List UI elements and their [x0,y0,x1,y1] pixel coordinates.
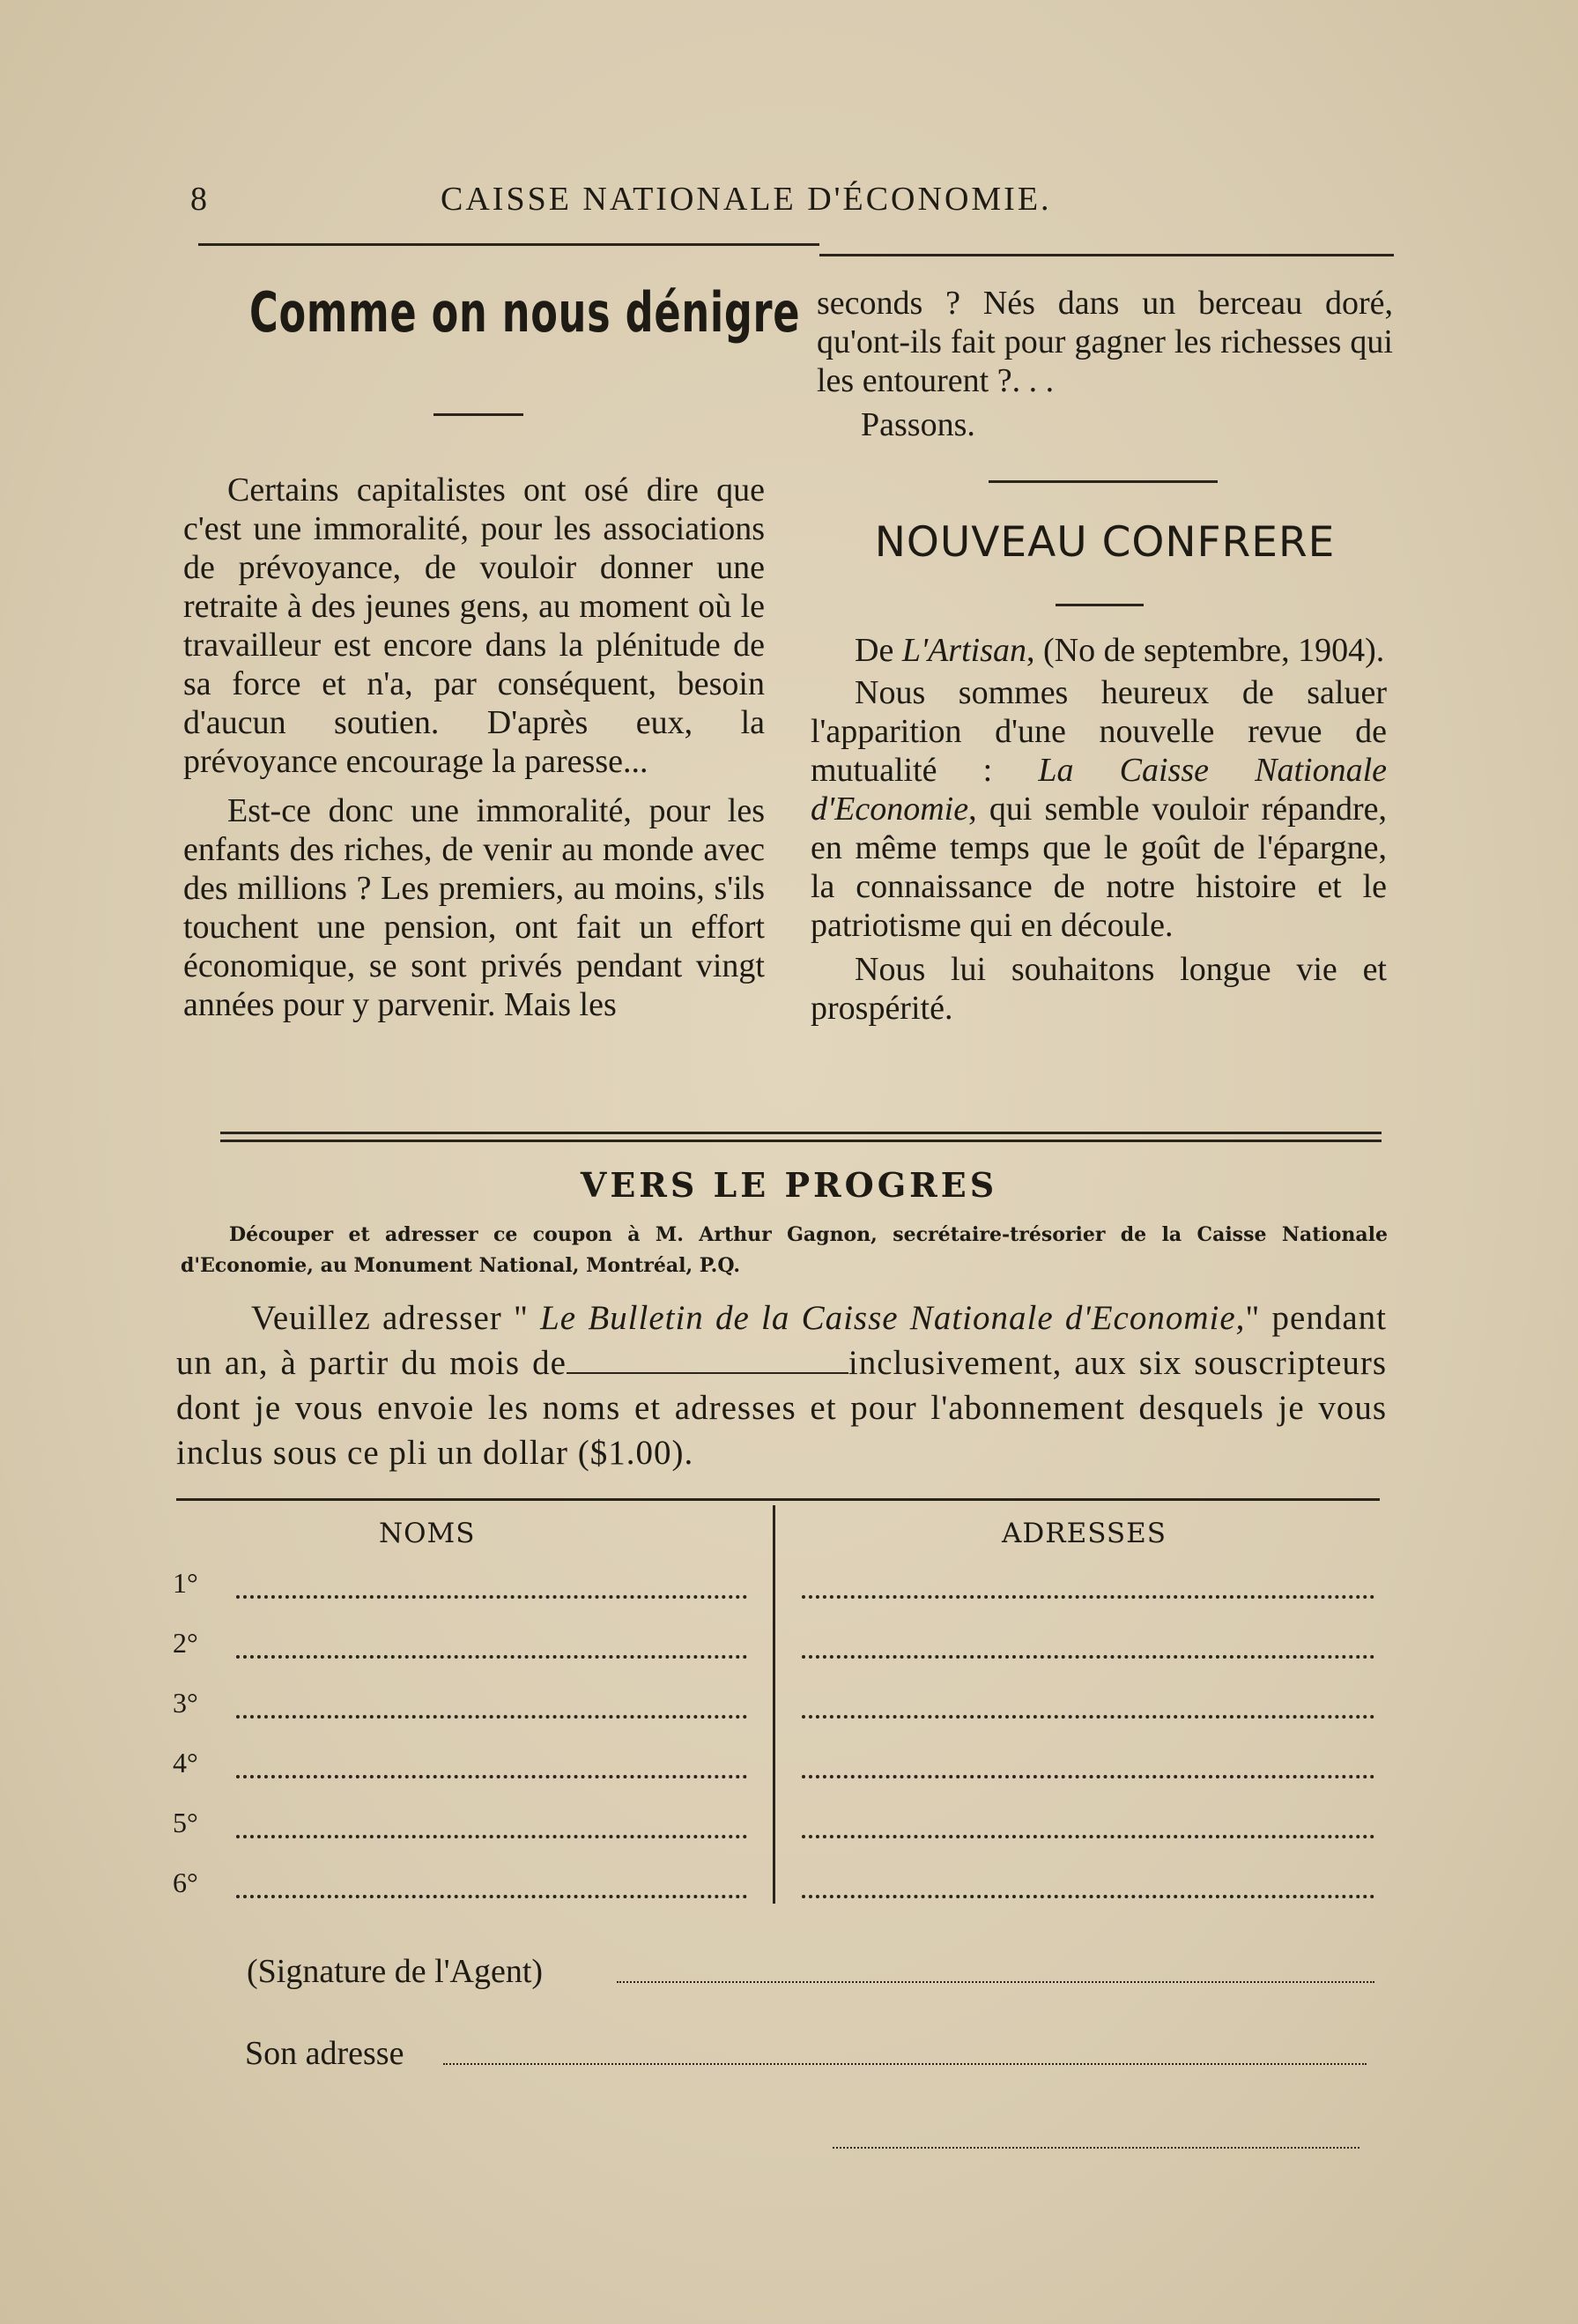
row-number-5: 5° [173,1807,198,1838]
table-top-rule [176,1498,1380,1501]
agent-address-label: Son adresse [245,2035,404,2072]
address-field-5[interactable] [802,1835,1374,1838]
article1-paragraph-3: seconds ? Nés dans un berceau doré, qu'ont-ils fait pour gagner les richesses qui les entourent ?. . . [817,285,1393,399]
name-field-5[interactable] [236,1835,747,1838]
article2-source-prefix: De [855,632,902,669]
article2-title-rule [1056,604,1144,606]
name-field-4[interactable] [236,1775,747,1778]
coupon-top-rule-2 [220,1140,1382,1142]
article1-heading-box [181,264,801,370]
column-header-addresses: ADRESSES [1002,1518,1167,1549]
article-separator-rule [989,480,1218,483]
coupon-body-c: inclusivement, aux six souscripteurs dont je vous envoie les noms et adresses et pour l'abonnement desquels je vous inclus sous ce pli un dollar ($1.00). [176,1344,1387,1472]
signature-field[interactable] [617,1981,1374,1983]
page-number: 8 [190,181,207,218]
article2-paragraph-2b: , qui semble vouloir répandre, en même temps que le goût de l'épargne, la connaissance de notre histoire et le patriotisme qui en découle. [811,791,1387,944]
agent-address-field[interactable] [443,2063,1367,2065]
agent-address-field-line-2[interactable] [833,2147,1359,2149]
coupon-title: VERS LE PROGRES [580,1165,998,1205]
article2-review-title: La Caisse Nationale d'Economie [811,752,1387,828]
column-header-names: NOMS [379,1518,476,1549]
row-number-3: 3° [173,1687,198,1719]
row-number-2: 2° [173,1627,198,1659]
coupon-bulletin-title: Le Bulletin de la Caisse Nationale d'Economie, [540,1299,1246,1337]
name-field-3[interactable] [236,1715,747,1719]
header-rule-left [198,243,819,246]
name-field-6[interactable] [236,1895,747,1898]
name-field-1[interactable] [236,1595,747,1599]
article2-body [811,631,1387,1028]
article2-source-name: L'Artisan [901,632,1026,669]
article2-title: NOUVEAU CONFRERE [874,518,1336,567]
article1-body-left [183,471,765,1024]
running-header-title: CAISSE NATIONALE D'ÉCONOMIE. [441,181,1052,218]
row-number-1: 1° [173,1567,198,1599]
article1-title-rule [433,413,523,416]
article1-paragraph-4: Passons. [861,406,975,443]
address-field-4[interactable] [802,1775,1374,1778]
row-number-4: 4° [173,1747,198,1778]
address-field-2[interactable] [802,1655,1374,1659]
coupon-body-a: Veuillez adresser " [251,1299,541,1337]
header-rule-right [819,254,1394,256]
article2-paragraph-2a: Nous sommes heureux de saluer l'apparition d'une nouvelle revue de mutualité : [811,674,1387,789]
article1-paragraph-2: Est-ce donc une immoralité, pour les enfants des riches, de venir au monde avec des millions ? Les premiers, au moins, s'ils touchent une pension, ont fait un effort économique, se sont privés pendant vingt années pour y parvenir. Mais les [183,792,765,1023]
table-column-divider [773,1505,775,1904]
coupon-top-rule-1 [220,1132,1382,1134]
article1-paragraph-1: Certains capitalistes ont osé dire que c'est une immoralité, pour les associations de prévoyance, de vouloir donner une retraite à des jeunes gens, au moment où le travailleur est encore dans la plénitude de sa force et n'a, par conséquent, besoin d'aucun soutien. D'après eux, la prévoyance encourage la paresse... [183,471,765,780]
coupon-instructions: Découper et adresser ce coupon à M. Arthur Gagnon, secrétaire-trésorier de la Caisse Nationale d'Economie, au Monument National, Montréal, P.Q. [181,1223,1388,1277]
article1-title: Comme on nous dénigre [249,280,801,345]
article2-heading-box [817,518,1393,567]
address-field-1[interactable] [802,1595,1374,1599]
article1-body-right [817,284,1393,444]
article2-paragraph-3: Nous lui souhaitons longue vie et prospérité. [811,951,1387,1027]
coupon-body [176,1296,1387,1475]
name-field-2[interactable] [236,1655,747,1659]
coupon-body-b: " pendant un an, à partir du mois de [176,1299,1387,1382]
address-field-3[interactable] [802,1715,1374,1719]
address-field-6[interactable] [802,1895,1374,1898]
article2-source-suffix: , (No de septembre, 1904). [1026,632,1385,669]
row-number-6: 6° [173,1867,198,1898]
coupon-title-box [176,1165,1402,1205]
month-fill-line[interactable] [567,1346,848,1374]
signature-label: (Signature de l'Agent) [247,1953,544,1990]
